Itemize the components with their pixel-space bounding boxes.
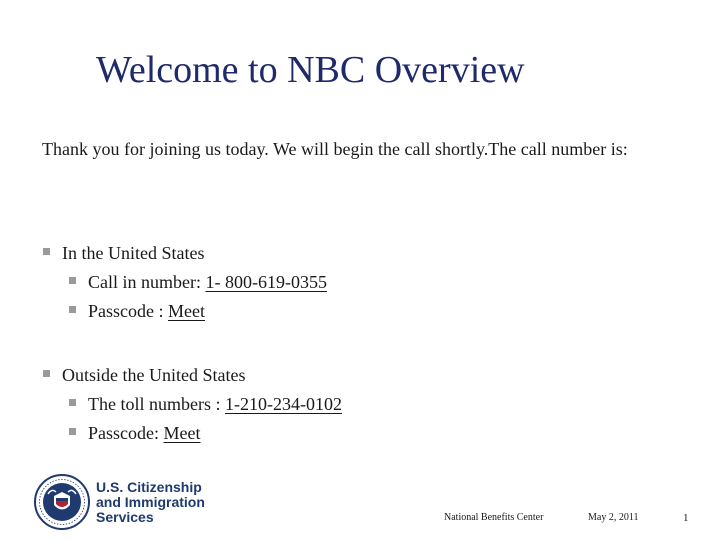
agency-line: Services bbox=[96, 509, 154, 525]
footer-center-name: National Benefits Center bbox=[444, 512, 544, 523]
bullet-heading bbox=[42, 240, 327, 269]
section-outside-united-states bbox=[42, 362, 342, 449]
section-united-states bbox=[42, 240, 327, 327]
passcode-value[interactable]: Meet bbox=[168, 301, 205, 321]
intro-text: Thank you for joining us today. We will begin the call shortly.The call number is: bbox=[42, 139, 628, 159]
agency-line: and Immigration bbox=[96, 494, 205, 510]
bullet-heading bbox=[42, 362, 342, 391]
square-bullet-icon bbox=[69, 306, 76, 313]
section-heading: Outside the United States bbox=[62, 365, 246, 385]
uscis-logo bbox=[34, 474, 234, 532]
square-bullet-icon bbox=[43, 370, 50, 377]
toll-numbers-label: The toll numbers : bbox=[88, 394, 225, 414]
slide-title: Welcome to NBC Overview bbox=[96, 49, 525, 91]
bullet-item bbox=[42, 391, 342, 420]
square-bullet-icon bbox=[69, 399, 76, 406]
passcode-label: Passcode : bbox=[88, 301, 168, 321]
square-bullet-icon bbox=[69, 428, 76, 435]
agency-name bbox=[96, 480, 205, 525]
footer-date: May 2, 2011 bbox=[588, 512, 639, 523]
dhs-seal-icon bbox=[34, 474, 90, 530]
section-heading: In the United States bbox=[62, 243, 205, 263]
passcode-label: Passcode: bbox=[88, 423, 164, 443]
call-in-label: Call in number: bbox=[88, 272, 206, 292]
bullet-item bbox=[42, 420, 342, 449]
page-number: 1 bbox=[683, 512, 689, 524]
call-in-number[interactable]: 1- 800-619-0355 bbox=[205, 272, 327, 292]
square-bullet-icon bbox=[69, 277, 76, 284]
passcode-value[interactable]: Meet bbox=[163, 423, 201, 443]
toll-number[interactable]: 1-210-234-0102 bbox=[224, 394, 342, 414]
agency-line: U.S. Citizenship bbox=[96, 479, 202, 495]
square-bullet-icon bbox=[43, 248, 50, 255]
bullet-item bbox=[42, 269, 327, 298]
bullet-item bbox=[42, 298, 327, 327]
